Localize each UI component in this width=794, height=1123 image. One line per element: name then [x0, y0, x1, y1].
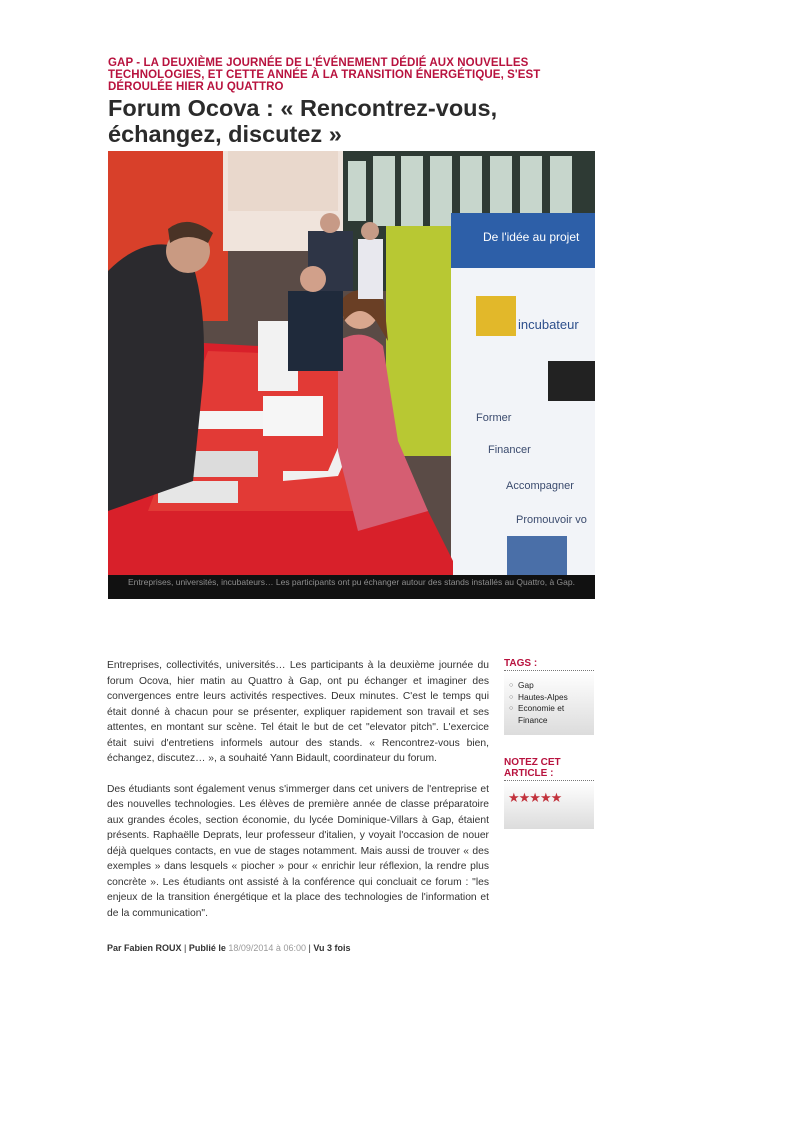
- article-headline: Forum Ocova : « Rencontrez-vous, échangez, discutez »: [108, 95, 498, 147]
- tag-label[interactable]: Gap: [518, 680, 534, 690]
- tag-label[interactable]: Economie et Finance: [518, 703, 565, 725]
- tags-body: [504, 671, 594, 735]
- tag-label[interactable]: Hautes-Alpes: [518, 691, 568, 702]
- tags-box: [504, 658, 594, 735]
- tags-list: [508, 680, 590, 726]
- banner-item-2: Financer: [488, 444, 531, 456]
- author-link[interactable]: Par Fabien ROUX: [107, 943, 182, 953]
- published-label: Publié le: [188, 943, 226, 953]
- banner-item-4: Promouvoir vo: [516, 514, 587, 526]
- rating-title: NOTEZ CET ARTICLE :: [504, 757, 594, 781]
- article-paragraph: Entreprises, collectivités, universités… Les participants à la deuxième journée du forum Ocova, hier matin au Quattro à Gap, ont pu échanger et imaginer des convergences entre leurs activités respectives. Deux minutes. C'est le temps qui était donné à chacun pour se présenter, expliquer rapidement son travail et ses attentes, en montant sur scène. Tel était le but de cet "elevator pitch". L'exercice était suivi d'entretiens informels autour des stands. « Rencontrez-vous bien, échangez, discutez… », a souhaité Yann Bidault, coordinateur du forum.: [107, 660, 489, 764]
- circle-bullet-icon: ○: [509, 705, 514, 712]
- tags-title: TAGS :: [504, 658, 594, 671]
- byline-separator: |: [181, 943, 189, 953]
- rating-box: [504, 757, 594, 829]
- byline-separator: |: [305, 943, 314, 953]
- tag-item[interactable]: [508, 703, 590, 726]
- banner-item-1: Former: [476, 412, 512, 424]
- article-byline: [107, 943, 351, 953]
- circle-bullet-icon: ○: [509, 682, 514, 689]
- tag-item[interactable]: [508, 680, 590, 692]
- view-count: Vu 3 fois: [313, 943, 351, 953]
- article-paragraph: Des étudiants sont également venus s'immerger dans cet univers de l'entreprise et des nouvelles technologies. Les élèves de première année de classe préparatoire aux grandes écoles, section économie, du lycée Dominique-Villars à Gap, étaient présents. Raphaëlle Deprats, leur professeur d'italien, y voyait l'occasion de nouer déjà quelques contacts, en vue de stages notamment. Mais aussi de trouver « des exemples » dans lesquels « piocher » pour « enrichir leur réflexion, la rendre plus concrète ». Les étudiants ont assisté à la conférence qui concluait ce forum : "les enjeux de la transition énergétique et la place des technologies de l'information et de la communication".: [107, 783, 489, 919]
- star-rating-icon[interactable]: ★★★★★: [508, 790, 562, 805]
- rating-body: [504, 781, 594, 829]
- photo-caption: Entreprises, universités, incubateurs… Les participants ont pu échanger autour des stands installés au Quattro, à Gap.: [108, 575, 595, 599]
- article-body: [107, 658, 489, 936]
- article-kicker: GAP - LA DEUXIÈME JOURNÉE DE L'ÉVÉNEMENT DÉDIÉ AUX NOUVELLES TECHNOLOGIES, ET CETTE ANNÉE À LA TRANSITION ÉNERGÉTIQUE, S'EST DÉROULÉE HIER AU QUATTRO: [108, 57, 541, 93]
- circle-bullet-icon: ○: [509, 693, 514, 701]
- published-date: 18/09/2014 à 06:00: [225, 943, 306, 953]
- article-photo: [108, 151, 595, 575]
- tag-item[interactable]: [508, 692, 590, 704]
- banner-top-text: De l'idée au projet: [483, 230, 580, 244]
- banner-item-3: Accompagner: [506, 480, 574, 492]
- banner-brand-text: incubateur: [518, 317, 579, 332]
